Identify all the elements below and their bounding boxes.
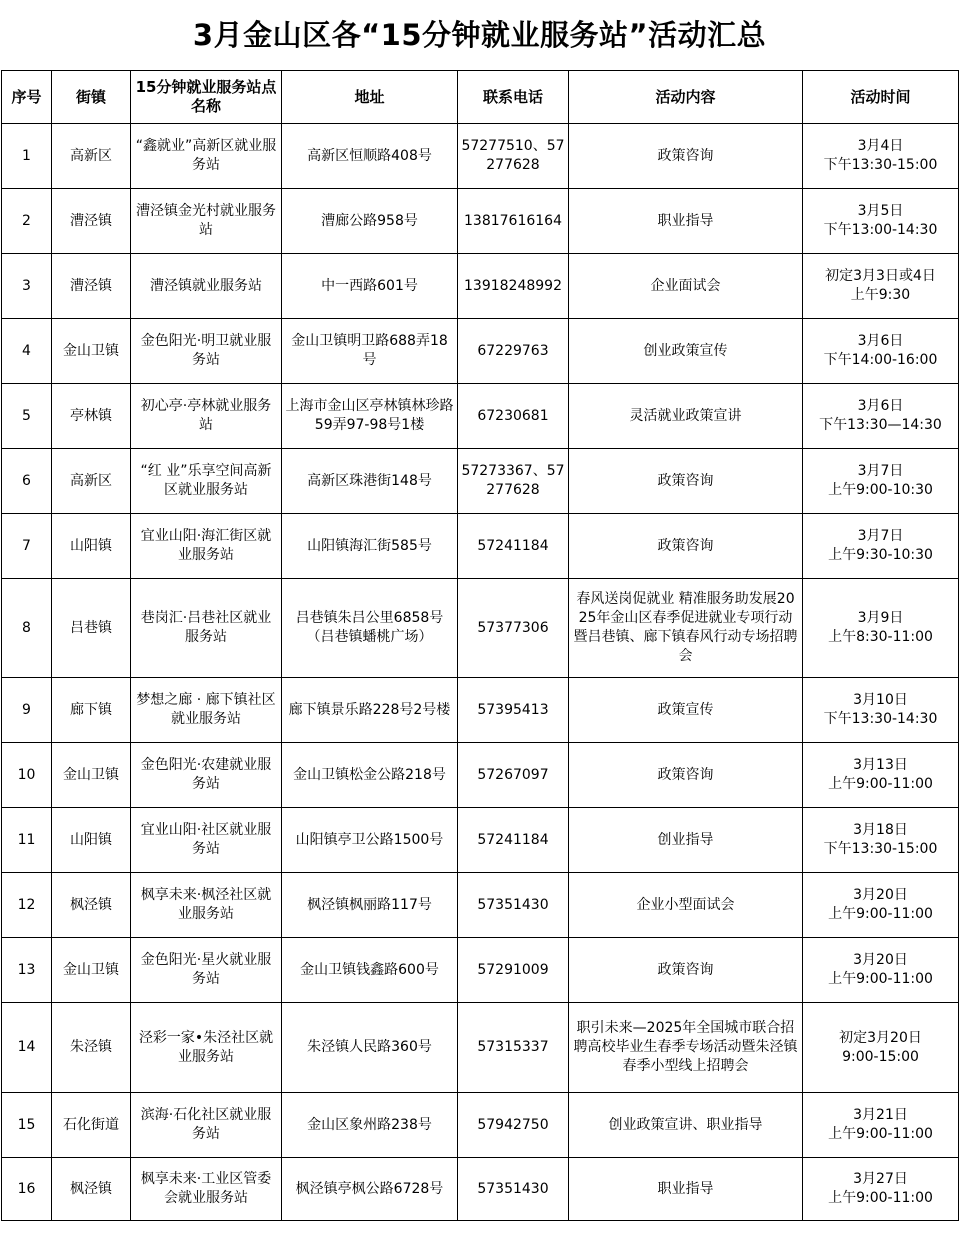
- cell-station: 金色阳光·明卫就业服务站: [131, 319, 282, 384]
- cell-town: 漕泾镇: [52, 189, 131, 254]
- cell-no: 6: [2, 449, 52, 514]
- activity-table: [1, 70, 959, 1221]
- cell-time-date: 3月6日: [857, 333, 904, 349]
- cell-address: 金山区象州路238号: [282, 1093, 458, 1158]
- cell-station: “红 业”乐享空间高新区就业服务站: [131, 449, 282, 514]
- table-row: [2, 1003, 959, 1093]
- cell-content: 创业指导: [569, 808, 803, 873]
- cell-time: [803, 319, 959, 384]
- cell-time-range: 下午13:30—14:30: [819, 417, 942, 433]
- cell-content: 灵活就业政策宣讲: [569, 384, 803, 449]
- header-town: 街镇: [52, 71, 131, 124]
- table-body: [2, 124, 959, 1221]
- cell-time-date: 3月7日: [857, 463, 904, 479]
- cell-content: 政策宣传: [569, 678, 803, 743]
- cell-time: [803, 678, 959, 743]
- cell-time-range: 上午9:00-11:00: [828, 971, 933, 987]
- cell-content: 企业面试会: [569, 254, 803, 319]
- cell-town: 山阳镇: [52, 808, 131, 873]
- cell-station: 巷岗汇·吕巷社区就业服务站: [131, 579, 282, 678]
- table-row: [2, 1093, 959, 1158]
- cell-time-date: 3月5日: [857, 203, 904, 219]
- table-row: [2, 678, 959, 743]
- cell-time-range: 下午13:30-14:30: [823, 711, 938, 727]
- cell-time-range: 下午14:00-16:00: [823, 352, 938, 368]
- cell-phone: 57277510、57277628: [458, 124, 569, 189]
- cell-town: 枫泾镇: [52, 1158, 131, 1221]
- cell-content: 政策咨询: [569, 514, 803, 579]
- cell-no: 13: [2, 938, 52, 1003]
- cell-time-range: 上午9:00-11:00: [828, 906, 933, 922]
- cell-station: 宜业山阳·社区就业服务站: [131, 808, 282, 873]
- cell-town: 金山卫镇: [52, 743, 131, 808]
- cell-town: 亭林镇: [52, 384, 131, 449]
- cell-time: [803, 938, 959, 1003]
- table-row: [2, 808, 959, 873]
- cell-time-range: 上午9:00-11:00: [828, 1190, 933, 1206]
- cell-phone: 57267097: [458, 743, 569, 808]
- cell-phone: 57377306: [458, 579, 569, 678]
- cell-address: 朱泾镇人民路360号: [282, 1003, 458, 1093]
- cell-content: 企业小型面试会: [569, 873, 803, 938]
- cell-time-date: 3月21日: [853, 1107, 908, 1123]
- cell-time-range: 9:00-15:00: [842, 1048, 919, 1065]
- table-row: [2, 1158, 959, 1221]
- header-phone: 联系电话: [458, 71, 569, 124]
- cell-address: 金山卫镇松金公路218号: [282, 743, 458, 808]
- cell-address: 金山卫镇明卫路688弄18号: [282, 319, 458, 384]
- cell-no: 3: [2, 254, 52, 319]
- cell-content: 创业政策宣讲、职业指导: [569, 1093, 803, 1158]
- cell-time-date: 3月9日: [857, 610, 904, 626]
- cell-time-date: 初定3月3日或4日: [825, 268, 936, 284]
- cell-address: 山阳镇亭卫公路1500号: [282, 808, 458, 873]
- cell-content: 职引未来—2025年全国城市联合招聘高校毕业生春季专场活动暨朱泾镇春季小型线上招聘会: [569, 1003, 803, 1093]
- cell-address: 高新区恒顺路408号: [282, 124, 458, 189]
- cell-time: [803, 808, 959, 873]
- cell-town: 金山卫镇: [52, 319, 131, 384]
- cell-address: 枫泾镇亭枫公路6728号: [282, 1158, 458, 1221]
- cell-no: 1: [2, 124, 52, 189]
- cell-address: 廊下镇景乐路228号2号楼: [282, 678, 458, 743]
- cell-time-date: 3月18日: [853, 822, 908, 838]
- cell-time-range: 上午8:30-11:00: [828, 629, 933, 645]
- table-row: [2, 124, 959, 189]
- cell-no: 14: [2, 1003, 52, 1093]
- cell-station: 枫享未来·工业区管委会就业服务站: [131, 1158, 282, 1221]
- cell-address: 山阳镇海汇街585号: [282, 514, 458, 579]
- cell-time-date: 3月7日: [857, 528, 904, 544]
- cell-station: 宜业山阳·海汇街区就业服务站: [131, 514, 282, 579]
- table-row: [2, 254, 959, 319]
- cell-station: “鑫就业”高新区就业服务站: [131, 124, 282, 189]
- cell-phone: 57291009: [458, 938, 569, 1003]
- header-content: 活动内容: [569, 71, 803, 124]
- table-row: [2, 873, 959, 938]
- cell-time-range: 上午9:00-11:00: [828, 776, 933, 792]
- cell-address: 金山卫镇钱鑫路600号: [282, 938, 458, 1003]
- cell-no: 15: [2, 1093, 52, 1158]
- cell-station: 漕泾镇金光村就业服务站: [131, 189, 282, 254]
- cell-phone: 57351430: [458, 873, 569, 938]
- cell-content: 政策咨询: [569, 743, 803, 808]
- cell-no: 9: [2, 678, 52, 743]
- cell-station: 梦想之廊 · 廊下镇社区就业服务站: [131, 678, 282, 743]
- cell-town: 朱泾镇: [52, 1003, 131, 1093]
- cell-time: [803, 384, 959, 449]
- cell-time-range: 下午13:30-15:00: [823, 157, 938, 173]
- cell-station: 枫享未来·枫泾社区就业服务站: [131, 873, 282, 938]
- cell-no: 16: [2, 1158, 52, 1221]
- cell-town: 石化街道: [52, 1093, 131, 1158]
- cell-time-date: 3月20日: [853, 952, 908, 968]
- cell-time-date: 3月20日: [853, 887, 908, 903]
- header-no: 序号: [2, 71, 52, 124]
- table-row: [2, 579, 959, 678]
- cell-content: 政策咨询: [569, 124, 803, 189]
- cell-phone: 67230681: [458, 384, 569, 449]
- table-row: [2, 384, 959, 449]
- table-row: [2, 319, 959, 384]
- cell-time-range: 下午13:00-14:30: [823, 222, 938, 238]
- cell-station: 滨海·石化社区就业服务站: [131, 1093, 282, 1158]
- cell-address: 上海市金山区亭林镇林珍路59弄97-98号1楼: [282, 384, 458, 449]
- cell-town: 吕巷镇: [52, 579, 131, 678]
- header-station: 15分钟就业服务站点名称: [131, 71, 282, 124]
- cell-town: 高新区: [52, 124, 131, 189]
- cell-time: [803, 743, 959, 808]
- table-row: [2, 743, 959, 808]
- cell-time: [803, 124, 959, 189]
- cell-town: 枫泾镇: [52, 873, 131, 938]
- cell-phone: 57395413: [458, 678, 569, 743]
- cell-station: 泾彩一家•朱泾社区就业服务站: [131, 1003, 282, 1093]
- cell-time-date: 初定3月20日: [839, 1029, 922, 1046]
- cell-no: 4: [2, 319, 52, 384]
- cell-station: 漕泾镇就业服务站: [131, 254, 282, 319]
- cell-address: 高新区珠港街148号: [282, 449, 458, 514]
- cell-no: 10: [2, 743, 52, 808]
- cell-time-date: 3月13日: [853, 757, 908, 773]
- cell-no: 7: [2, 514, 52, 579]
- cell-town: 廊下镇: [52, 678, 131, 743]
- cell-time: [803, 514, 959, 579]
- cell-no: 12: [2, 873, 52, 938]
- cell-time: [803, 254, 959, 319]
- cell-time: [803, 1003, 959, 1093]
- cell-town: 漕泾镇: [52, 254, 131, 319]
- cell-station: 初心亭·亭林就业服务站: [131, 384, 282, 449]
- cell-phone: 57942750: [458, 1093, 569, 1158]
- cell-address: 枫泾镇枫丽路117号: [282, 873, 458, 938]
- cell-phone: 57273367、57277628: [458, 449, 569, 514]
- cell-no: 2: [2, 189, 52, 254]
- cell-no: 5: [2, 384, 52, 449]
- cell-town: 山阳镇: [52, 514, 131, 579]
- cell-address: 中一西路601号: [282, 254, 458, 319]
- table-row: [2, 514, 959, 579]
- cell-content: 政策咨询: [569, 938, 803, 1003]
- page-title: 3月金山区各“15分钟就业服务站”活动汇总: [192, 18, 767, 52]
- cell-content: 职业指导: [569, 1158, 803, 1221]
- cell-phone: 57315337: [458, 1003, 569, 1093]
- table-row: [2, 938, 959, 1003]
- cell-time-date: 3月4日: [857, 138, 904, 154]
- table-row: [2, 189, 959, 254]
- table-header-row: [2, 71, 959, 124]
- cell-station: 金色阳光·农建就业服务站: [131, 743, 282, 808]
- table-row: [2, 449, 959, 514]
- cell-phone: 57241184: [458, 808, 569, 873]
- cell-address: 吕巷镇朱吕公里6858号（吕巷镇蟠桃广场）: [282, 579, 458, 678]
- cell-time: [803, 1093, 959, 1158]
- cell-phone: 57241184: [458, 514, 569, 579]
- cell-time-range: 上午9:00-10:30: [828, 482, 933, 498]
- header-time: 活动时间: [803, 71, 959, 124]
- cell-address: 漕廊公路958号: [282, 189, 458, 254]
- cell-time: [803, 449, 959, 514]
- cell-phone: 57351430: [458, 1158, 569, 1221]
- cell-content: 创业政策宣传: [569, 319, 803, 384]
- cell-station: 金色阳光·星火就业服务站: [131, 938, 282, 1003]
- cell-time: [803, 873, 959, 938]
- cell-time-range: 下午13:30-15:00: [823, 841, 938, 857]
- cell-time: [803, 579, 959, 678]
- cell-phone: 67229763: [458, 319, 569, 384]
- cell-no: 11: [2, 808, 52, 873]
- cell-time-range: 上午9:30: [850, 287, 911, 303]
- cell-phone: 13817616164: [458, 189, 569, 254]
- cell-content: 政策咨询: [569, 449, 803, 514]
- cell-time-range: 上午9:00-11:00: [828, 1126, 933, 1142]
- cell-time-date: 3月10日: [853, 692, 908, 708]
- cell-time-range: 上午9:30-10:30: [828, 547, 933, 563]
- cell-time-date: 3月6日: [857, 398, 904, 414]
- cell-town: 高新区: [52, 449, 131, 514]
- cell-content: 春风送岗促就业 精准服务助发展2025年金山区春季促进就业专项行动暨吕巷镇、廊下镇春风行动专场招聘会: [569, 579, 803, 678]
- cell-time: [803, 189, 959, 254]
- cell-time: [803, 1158, 959, 1221]
- cell-town: 金山卫镇: [52, 938, 131, 1003]
- header-address: 地址: [282, 71, 458, 124]
- cell-phone: 13918248992: [458, 254, 569, 319]
- cell-time-date: 3月27日: [853, 1171, 908, 1187]
- cell-no: 8: [2, 579, 52, 678]
- cell-content: 职业指导: [569, 189, 803, 254]
